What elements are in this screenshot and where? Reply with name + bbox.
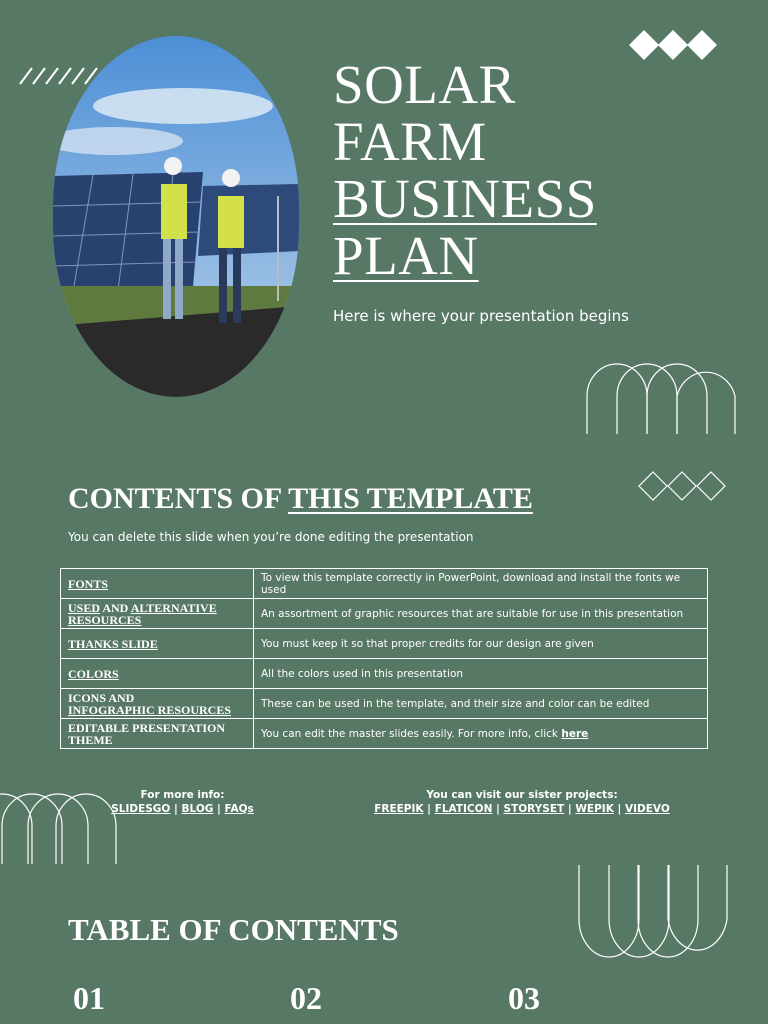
row-value: You can edit the master slides easily. For more info, click bbox=[261, 727, 562, 740]
table-row bbox=[61, 719, 708, 749]
row-key-icons-and: ICONS AND bbox=[68, 690, 135, 705]
arches-decoration-left bbox=[0, 792, 118, 866]
title-line-3: BUSINESS bbox=[333, 168, 597, 229]
separator: | bbox=[564, 803, 576, 815]
arches-decoration-right bbox=[585, 362, 737, 436]
slide-subtitle: Here is where your presentation begins bbox=[333, 307, 629, 325]
slide-title bbox=[333, 56, 597, 284]
title-line-1: SOLAR bbox=[333, 54, 516, 115]
slidesgo-link[interactable]: SLIDESGO bbox=[111, 803, 171, 815]
toc-number-2: 02 bbox=[290, 980, 322, 1016]
table-row bbox=[61, 569, 708, 599]
solar-farm-workers-photo bbox=[53, 36, 299, 397]
faqs-link[interactable]: FAQs bbox=[224, 803, 254, 815]
row-value: An assortment of graphic resources that are suitable for use in this presentation bbox=[254, 599, 708, 629]
row-value: All the colors used in this presentation bbox=[254, 659, 708, 689]
separator: | bbox=[613, 803, 625, 815]
blog-link[interactable]: BLOG bbox=[181, 803, 214, 815]
separator: | bbox=[213, 803, 225, 815]
separator: | bbox=[170, 803, 182, 815]
storyset-link[interactable]: STORYSET bbox=[503, 803, 565, 815]
row-value: These can be used in the template, and their size and color can be edited bbox=[254, 689, 708, 719]
toc-title: TABLE OF CONTENTS bbox=[68, 912, 399, 947]
table-row bbox=[61, 659, 708, 689]
more-info-label: For more info: bbox=[140, 789, 225, 801]
videvo-link[interactable]: VIDEVO bbox=[625, 803, 670, 815]
toc-number-3: 03 bbox=[508, 980, 540, 1016]
more-info-links bbox=[100, 802, 265, 816]
row-key-fonts[interactable]: FONTS bbox=[68, 576, 109, 591]
sister-projects-block bbox=[372, 788, 672, 816]
row-key-and: AND bbox=[100, 600, 131, 615]
row-key-used[interactable]: USED bbox=[68, 600, 101, 615]
sister-projects-links bbox=[372, 802, 672, 816]
contents-table bbox=[60, 568, 708, 749]
row-key-colors[interactable]: COLORS bbox=[68, 666, 119, 681]
photo-illustration bbox=[53, 36, 299, 397]
toc-number-1: 01 bbox=[73, 980, 105, 1016]
contents-title bbox=[68, 482, 533, 516]
row-key-thanks-slide[interactable]: THANKS SLIDE bbox=[68, 636, 158, 651]
row-key-editable-theme: EDITABLE PRESENTATION THEME bbox=[68, 720, 226, 747]
here-link[interactable]: here bbox=[561, 727, 589, 740]
contents-subtitle: You can delete this slide when you’re done editing the presentation bbox=[68, 530, 474, 544]
table-row bbox=[61, 599, 708, 629]
contents-title-underlined: THIS TEMPLATE bbox=[288, 482, 533, 515]
contents-title-plain: CONTENTS OF bbox=[68, 482, 289, 515]
diamond-row-decoration bbox=[628, 30, 720, 60]
row-value: To view this template correctly in PowerPoint, download and install the fonts we used bbox=[254, 569, 708, 599]
row-key-infographic-resources[interactable]: INFOGRAPHIC RESOURCES bbox=[68, 702, 232, 717]
sister-projects-label: You can visit our sister projects: bbox=[426, 789, 618, 801]
more-info-block bbox=[100, 788, 265, 816]
flaticon-link[interactable]: FLATICON bbox=[434, 803, 493, 815]
wepik-link[interactable]: WEPIK bbox=[575, 803, 614, 815]
table-row bbox=[61, 629, 708, 659]
separator: | bbox=[423, 803, 435, 815]
table-row bbox=[61, 689, 708, 719]
title-line-2: FARM bbox=[333, 111, 487, 172]
row-key-alternative-resources[interactable]: ALTERNATIVE RESOURCES bbox=[68, 600, 217, 627]
separator: | bbox=[492, 803, 504, 815]
freepik-link[interactable]: FREEPIK bbox=[374, 803, 424, 815]
inverted-arches-decoration bbox=[576, 865, 730, 959]
diamond-outline-decoration bbox=[638, 471, 728, 501]
row-value: You must keep it so that proper credits for our design are given bbox=[254, 629, 708, 659]
title-line-4: PLAN bbox=[333, 225, 479, 286]
